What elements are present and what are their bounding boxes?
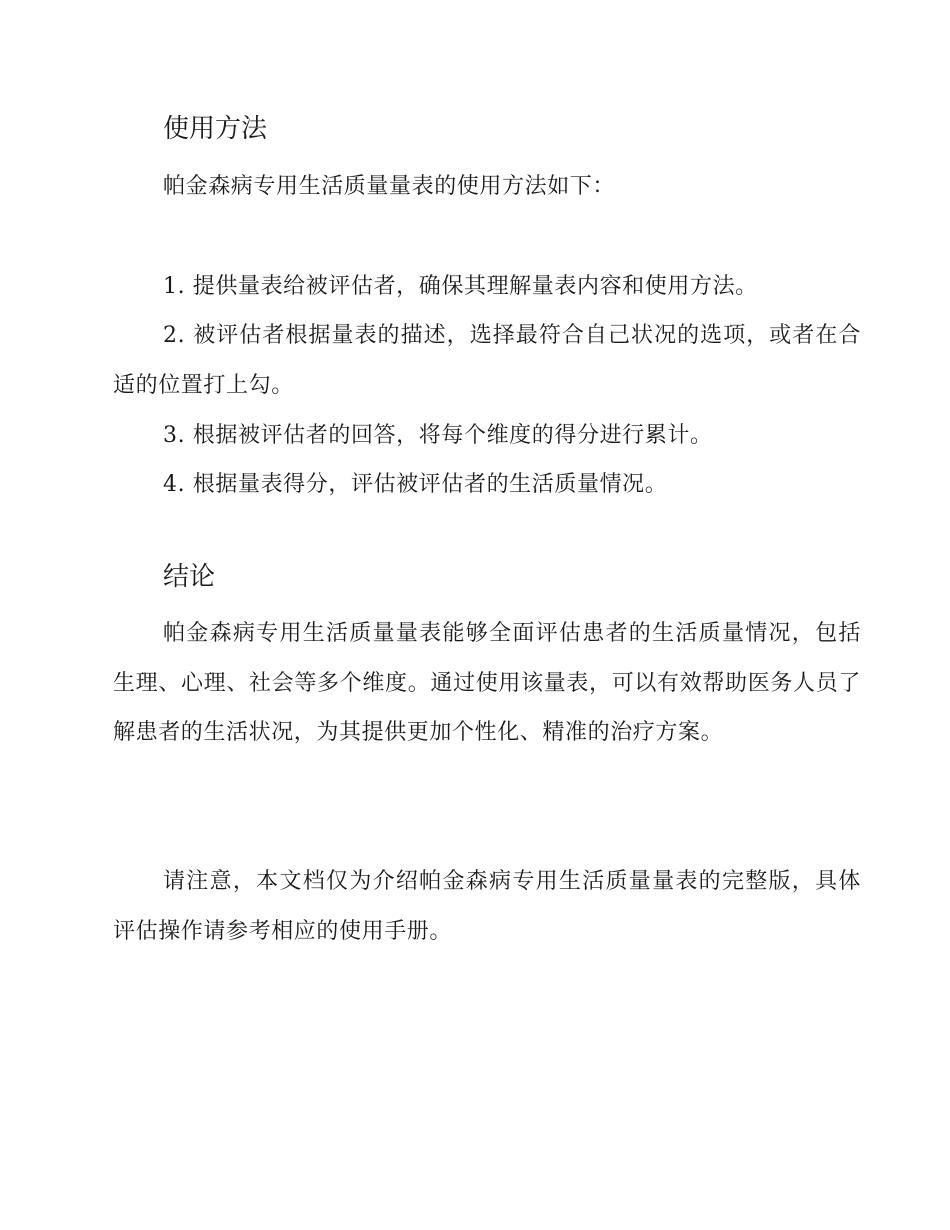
- conclusion-body: 帕金森病专用生活质量量表能够全面评估患者的生活质量情况，包括生理、心理、社会等多个维度。通过使用该量表，可以有效帮助医务人员了解患者的生活状况，为其提供更加个性化、精准的治疗方案。: [113, 621, 861, 745]
- usage-step-2: 2. 被评估者根据量表的描述，选择最符合自己状况的选项，或者在合适的位置打上勾。: [113, 323, 861, 398]
- usage-intro: 帕金森病专用生活质量量表的使用方法如下：: [163, 174, 616, 199]
- usage-heading: 使用方法: [163, 114, 268, 144]
- usage-step-3: 3. 根据被评估者的回答，将每个维度的得分进行累计。: [163, 423, 713, 448]
- disclaimer-note: 请注意，本文档仅为介绍帕金森病专用生活质量量表的完整版，具体评估操作请参考相应的使用手册。: [113, 869, 861, 944]
- conclusion-heading: 结论: [163, 562, 216, 592]
- usage-step-4: 4. 根据量表得分，评估被评估者的生活质量情况。: [163, 472, 668, 497]
- usage-step-1: 1. 提供量表给被评估者，确保其理解量表内容和使用方法。: [163, 274, 758, 299]
